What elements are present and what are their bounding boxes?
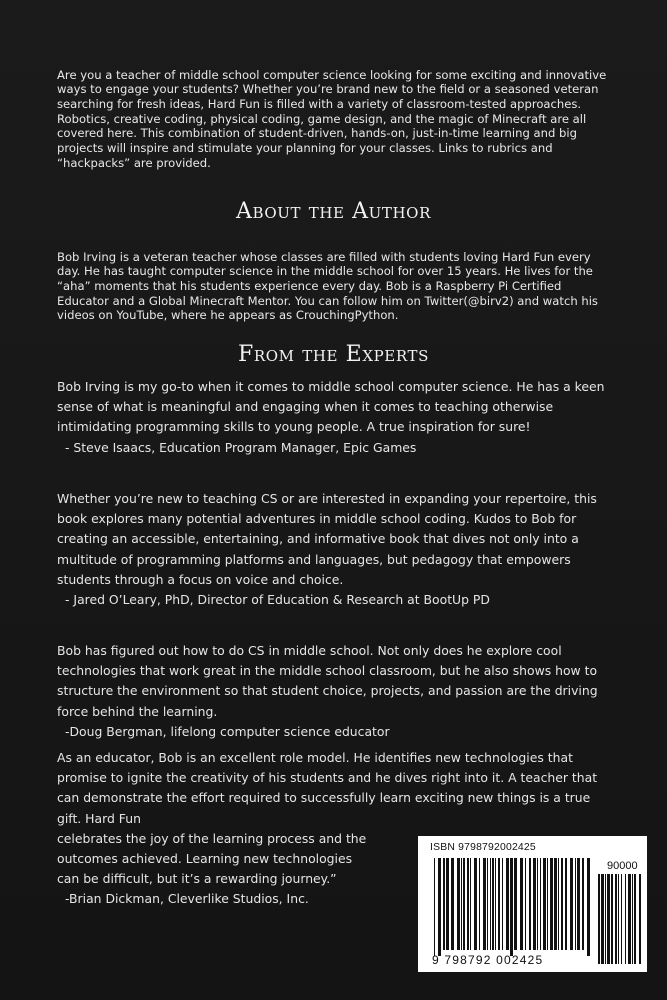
barcode-bar — [438, 858, 441, 956]
isbn-barcode — [418, 836, 647, 972]
barcode-bar — [467, 858, 469, 950]
barcode-bar — [540, 858, 541, 950]
barcode-bar — [479, 858, 480, 950]
barcode-bar — [434, 858, 435, 956]
barcode-bar — [533, 858, 536, 950]
quote-text: Bob Irving is my go-to when it comes to middle school computer science. He has a keen sense of what is meaningful and engaging when it comes to teaching otherwise intimidating programming skills to young people. A true inspiration for sure! — [57, 379, 605, 435]
barcode-bar — [582, 858, 584, 950]
barcode-bar — [561, 858, 563, 950]
barcode-bar — [502, 858, 503, 950]
barcode-bar — [525, 858, 526, 950]
barcode-bar — [587, 858, 590, 956]
quote-text-continued: celebrates the joy of the learning process and the outcomes achieved. Learning new technologies can be difficult, but it’s a rewarding journey.” — [57, 830, 367, 887]
quote-attribution: - Steve Isaacs, Education Program Manager, Epic Games — [65, 439, 417, 455]
barcode-bar — [605, 874, 606, 964]
barcode-bar — [510, 858, 513, 956]
barcode-bar — [514, 858, 517, 950]
barcode-bar — [520, 858, 523, 950]
barcode-bar — [632, 874, 633, 964]
barcode-bar — [498, 858, 500, 950]
barcode-bar — [492, 858, 494, 950]
barcode-bar — [565, 858, 567, 950]
isbn-label: ISBN 9798792002425 — [430, 842, 536, 853]
barcode-bar — [598, 874, 600, 964]
expert-quote — [57, 641, 617, 742]
expert-quote — [57, 377, 617, 458]
barcode-bar — [537, 858, 538, 950]
barcode-bar — [474, 858, 477, 950]
barcode-bar — [506, 858, 509, 950]
quote-attribution: -Doug Bergman, lifelong computer science educator — [65, 723, 390, 739]
price-code: 90000 — [607, 860, 638, 872]
barcode-bar — [470, 858, 471, 950]
barcode-bar — [443, 858, 445, 950]
book-blurb: Are you a teacher of middle school computer science looking for some exciting and innovative ways to engage your students? Whether you’re brand new to the field or a seasoned veteran searching for fresh ideas, Hard Fun is filled with a variety of classroom-tested approaches. Robotics, creative coding, physical coding, game design, and the magic of Minecraft are all covered here. This combination of student-driven, hands-on, just-in-time learning and big projects will inspire and stimulate your planning for your classes. Links to rubrics and “hackpacks” are provided. — [57, 67, 607, 170]
barcode-bar — [575, 858, 576, 950]
isbn-digits: 9 798792 002425 — [432, 953, 544, 967]
barcode-bar — [457, 858, 460, 950]
barcode-bars — [418, 836, 647, 972]
barcode-bar — [615, 874, 617, 964]
barcode-bar — [483, 858, 486, 950]
barcode-bar — [639, 874, 641, 964]
experts-heading: From the Experts — [238, 342, 429, 367]
barcode-bar — [634, 874, 636, 964]
barcode-bar — [611, 874, 613, 964]
barcode-bar — [570, 858, 573, 950]
barcode-bar — [463, 858, 465, 950]
barcode-bar — [461, 858, 462, 950]
barcode-bar — [550, 858, 553, 950]
quote-attribution: - Jared O’Leary, PhD, Director of Education & Research at BootUp PD — [65, 592, 490, 608]
barcode-bar — [554, 858, 557, 950]
barcode-bar — [547, 858, 548, 950]
barcode-bar — [628, 874, 631, 964]
expert-quote — [57, 489, 617, 610]
quote-text: As an educator, Bob is an excellent role model. He identifies new technologies that promise to ignite the creativity of his students and he dives right into it. A teacher that can demonstrate the effort required to successfully learn exciting new things is a true gift. Hard Fun — [57, 750, 598, 826]
barcode-bar — [446, 858, 449, 950]
barcode-bar — [618, 874, 619, 964]
barcode-bar — [543, 858, 546, 950]
barcode-bar — [451, 858, 454, 950]
barcode-bar — [601, 874, 604, 964]
quote-text: Whether you’re new to teaching CS or are interested in expanding your repertoire, this book explores many potential adventures in middle school coding. Kudos to Bob for creating an accessible, entertaining, and informative book that dives not only into a multitude of programming platforms and languages, but pedagogy that empowers students through a focus on voice and choice. — [57, 491, 597, 587]
barcode-bar — [495, 858, 496, 950]
quote-attribution: -Brian Dickman, Cleverlike Studios, Inc. — [65, 891, 309, 907]
about-author-heading: About the Author — [236, 199, 431, 224]
barcode-bar — [621, 874, 622, 964]
barcode-bar — [625, 874, 626, 964]
barcode-bar — [558, 858, 559, 950]
barcode-bar — [490, 858, 491, 950]
barcode-bar — [577, 858, 580, 950]
barcode-bar — [607, 874, 610, 964]
barcode-bar — [487, 858, 488, 950]
quote-text: Bob has figured out how to do CS in middle school. Not only does he explore cool technologies that work great in the middle school classroom, but he also shows how to structure the environment so that student choice, projects, and passion are the driving force behind the learning. — [57, 643, 598, 719]
author-bio: Bob Irving is a veteran teacher whose classes are filled with students loving Hard Fun every day. He has taught computer science in the middle school for over 15 years. He lives for the “aha” moments that his students experience every day. Bob is a Raspberry Pi Certified Educator and a Global Minecraft Mentor. You can follow him on Twitter(@birv2) and watch his videos on YouTube, where he appears as CrouchingPython. — [57, 249, 598, 323]
barcode-bar — [529, 858, 531, 950]
